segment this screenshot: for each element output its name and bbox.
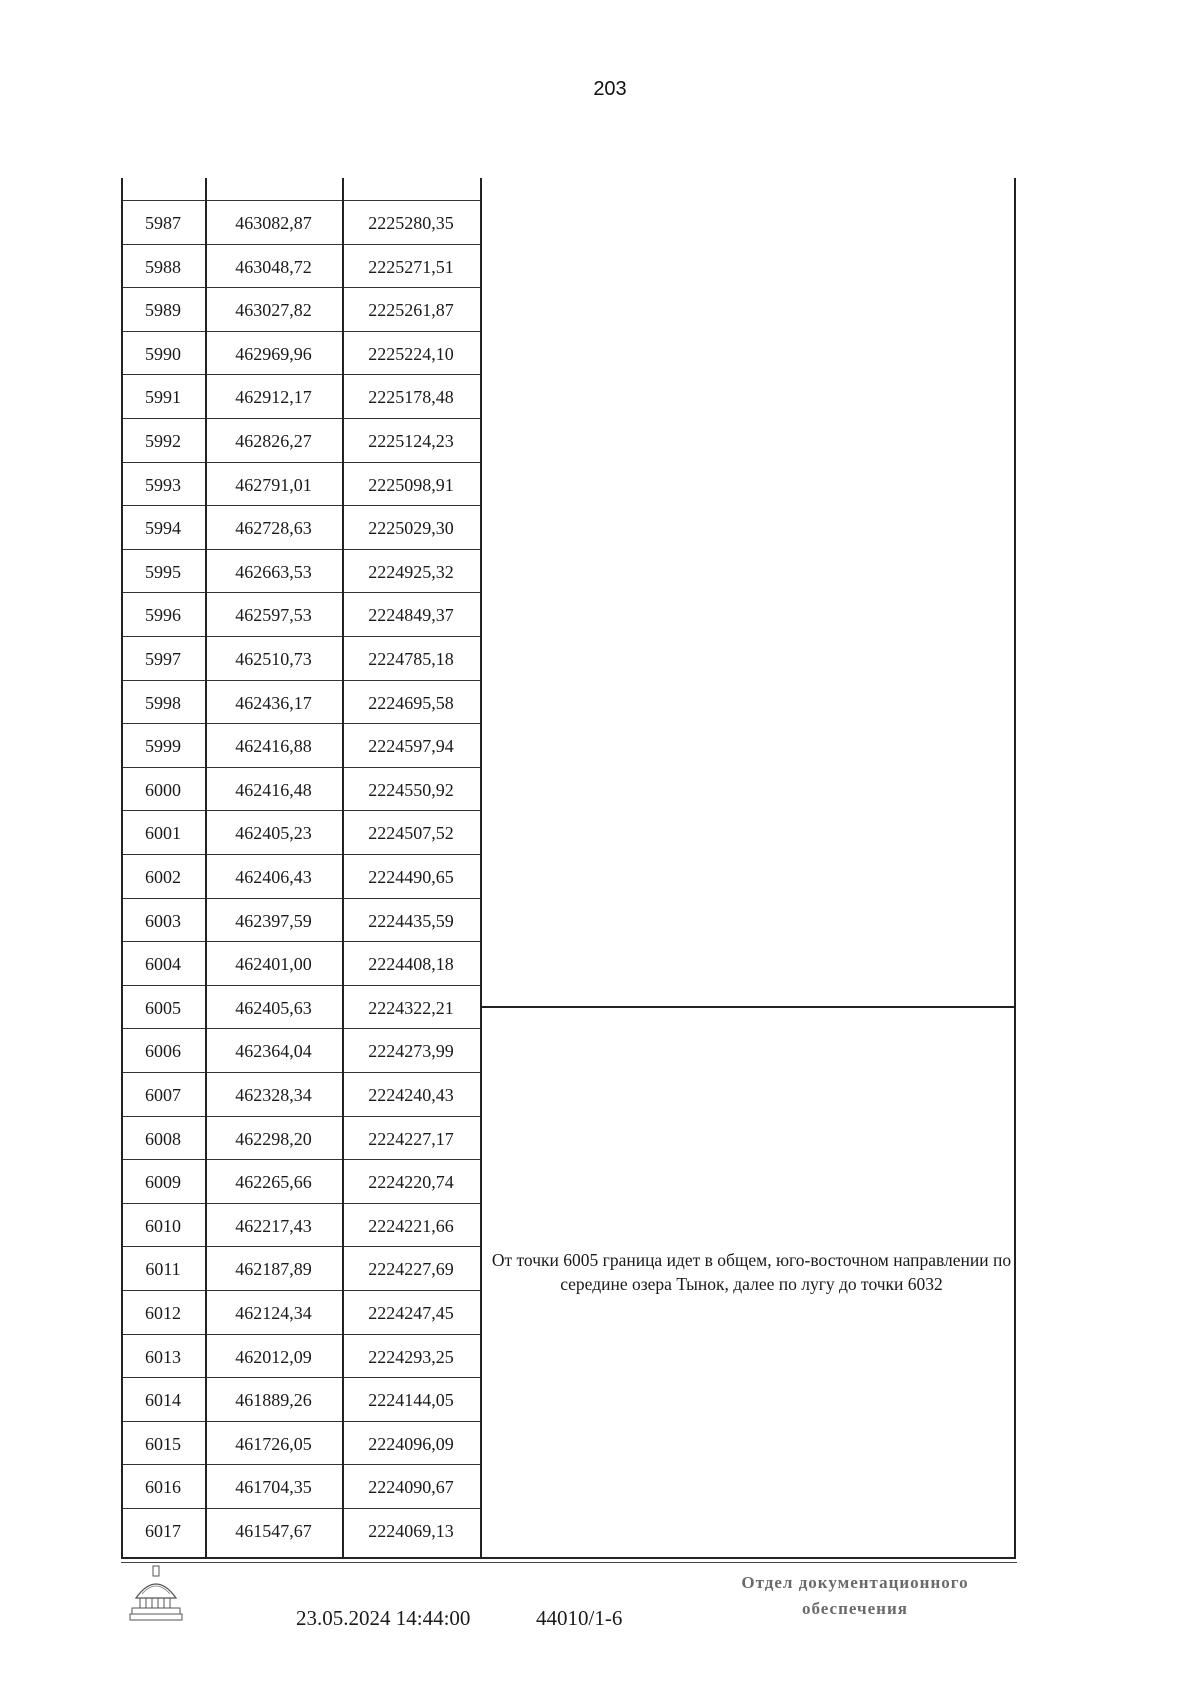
x-coordinate-cell: 462436,17 (235, 692, 312, 713)
table-row (121, 418, 482, 462)
x-coordinate-cell: 462405,63 (235, 997, 312, 1018)
y-coordinate-cell: 2225261,87 (368, 300, 454, 321)
y-coordinate-cell: 2224247,45 (368, 1303, 454, 1323)
y-coordinate-cell: 2224293,25 (368, 1346, 454, 1367)
table-row (121, 1508, 482, 1552)
x-coordinate-cell: 462912,17 (235, 387, 312, 408)
point-cell: 6004 (145, 954, 181, 975)
x-coordinate-cell: 463027,82 (235, 300, 312, 321)
y-coordinate-cell: 2224090,67 (368, 1477, 454, 1498)
table-row (121, 200, 482, 244)
table-row (121, 1159, 482, 1203)
y-coordinate-cell: 2224597,94 (368, 736, 454, 757)
table-row (121, 1072, 482, 1116)
y-coordinate-cell: 2224144,05 (368, 1390, 454, 1411)
y-coordinate-cell: 2224490,65 (368, 867, 454, 887)
table-row (121, 854, 482, 898)
stamp-date: 23.05.2024 14:44:00 (296, 1606, 471, 1630)
table-row (121, 505, 482, 549)
y-coordinate-cell: 2224785,18 (368, 649, 454, 669)
x-coordinate-cell: 462401,00 (235, 954, 312, 975)
table-row (121, 1464, 482, 1508)
y-coordinate-cell: 2224240,43 (368, 1085, 454, 1105)
table-border-right (1014, 178, 1016, 1558)
table-row (121, 985, 482, 1029)
duma-logo-icon (128, 1564, 184, 1624)
x-coordinate-cell: 462728,63 (235, 518, 312, 539)
x-coordinate-cell: 462187,89 (235, 1259, 312, 1280)
department-stamp (690, 1570, 1020, 1622)
table-row (121, 898, 482, 942)
x-coordinate-cell: 462217,43 (235, 1215, 312, 1236)
y-coordinate-cell: 2224550,92 (368, 779, 454, 800)
description-divider (480, 1006, 1016, 1008)
point-cell: 5990 (145, 343, 181, 364)
y-coordinate-cell: 2224322,21 (368, 997, 454, 1018)
table-row (121, 767, 482, 811)
y-coordinate-cell: 2224227,69 (368, 1259, 454, 1280)
y-coordinate-cell: 2225224,10 (368, 343, 454, 364)
x-coordinate-cell: 462405,23 (235, 823, 312, 844)
x-coordinate-cell: 462265,66 (235, 1172, 312, 1193)
table-border-bottom (121, 1557, 1016, 1559)
point-cell: 5989 (145, 300, 181, 321)
footer-divider (121, 1562, 1017, 1563)
y-coordinate-cell: 2224507,52 (368, 823, 454, 844)
y-coordinate-cell: 2224435,59 (368, 910, 454, 931)
x-coordinate-cell: 462124,34 (235, 1303, 312, 1323)
y-coordinate-cell: 2224221,66 (368, 1215, 454, 1236)
point-cell: 5994 (145, 518, 181, 539)
x-coordinate-cell: 462012,09 (235, 1346, 312, 1367)
table-row (121, 244, 482, 288)
point-cell: 6000 (145, 779, 181, 800)
y-coordinate-cell: 2225178,48 (368, 387, 454, 408)
x-coordinate-cell: 462416,48 (235, 779, 312, 800)
table-row (121, 810, 482, 854)
y-coordinate-cell: 2224273,99 (368, 1041, 454, 1062)
point-cell: 6008 (145, 1128, 181, 1149)
y-coordinate-cell: 2224069,13 (368, 1521, 454, 1541)
column-divider-1 (205, 178, 207, 1558)
x-coordinate-cell: 462416,88 (235, 736, 312, 757)
table-row (121, 1377, 482, 1421)
stamp-code: 44010/1-6 (536, 1606, 623, 1630)
point-cell: 5996 (145, 605, 181, 626)
point-cell: 6017 (145, 1521, 181, 1541)
x-coordinate-cell: 461547,67 (235, 1521, 312, 1541)
point-cell: 6002 (145, 867, 181, 887)
point-cell: 6011 (145, 1259, 181, 1280)
point-cell: 6010 (145, 1215, 181, 1236)
point-cell: 5993 (145, 474, 181, 495)
point-cell: 5992 (145, 431, 181, 451)
point-cell: 6003 (145, 910, 181, 931)
table-row (121, 462, 482, 506)
y-coordinate-cell: 2224408,18 (368, 954, 454, 975)
x-coordinate-cell: 462364,04 (235, 1041, 312, 1062)
point-cell: 5999 (145, 736, 181, 757)
y-coordinate-cell: 2225029,30 (368, 518, 454, 539)
y-coordinate-cell: 2225098,91 (368, 474, 454, 495)
y-coordinate-cell: 2224925,32 (368, 561, 454, 582)
point-cell: 6001 (145, 823, 181, 844)
point-cell: 5997 (145, 649, 181, 669)
table-row (121, 374, 482, 418)
table-row (121, 1290, 482, 1334)
y-coordinate-cell: 2224096,09 (368, 1433, 454, 1454)
table-row (121, 1116, 482, 1160)
table-row (121, 592, 482, 636)
table-row (121, 941, 482, 985)
table-row (121, 331, 482, 375)
table-row (121, 680, 482, 724)
table-row (121, 1028, 482, 1072)
point-cell: 5991 (145, 387, 181, 408)
x-coordinate-cell: 462969,96 (235, 343, 312, 364)
table-row (121, 1203, 482, 1247)
table-border-left (121, 178, 123, 1558)
department-line-2: обеспечения (802, 1599, 908, 1618)
x-coordinate-cell: 462791,01 (235, 474, 312, 495)
table-row (121, 287, 482, 331)
coordinates-table (121, 178, 1017, 1558)
boundary-description: От точки 6005 граница идет в общем, юго-восточном направлении по середине озера Тынок, далее по лугу до точки 6032 (491, 1250, 1012, 1294)
x-coordinate-cell: 461704,35 (235, 1477, 312, 1498)
y-coordinate-cell: 2224695,58 (368, 692, 454, 713)
column-divider-3 (480, 178, 482, 1558)
point-cell: 6006 (145, 1041, 181, 1062)
point-cell: 5988 (145, 256, 181, 277)
column-divider-2 (342, 178, 344, 1558)
y-coordinate-cell: 2225280,35 (368, 213, 454, 233)
table-row (121, 1334, 482, 1378)
x-coordinate-cell: 462298,20 (235, 1128, 312, 1149)
point-cell: 6007 (145, 1085, 181, 1105)
x-coordinate-cell: 462597,53 (235, 605, 312, 626)
point-cell: 6014 (145, 1390, 181, 1411)
point-cell: 6016 (145, 1477, 181, 1498)
y-coordinate-cell: 2225124,23 (368, 431, 454, 451)
table-row (121, 636, 482, 680)
y-coordinate-cell: 2224227,17 (368, 1128, 454, 1149)
x-coordinate-cell: 462510,73 (235, 649, 312, 669)
department-line-1: Отдел документационного (741, 1573, 969, 1592)
x-coordinate-cell: 462397,59 (235, 910, 312, 931)
point-cell: 5998 (145, 692, 181, 713)
point-cell: 6009 (145, 1172, 181, 1193)
x-coordinate-cell: 462328,34 (235, 1085, 312, 1105)
y-coordinate-cell: 2224849,37 (368, 605, 454, 626)
point-cell: 6013 (145, 1346, 181, 1367)
x-coordinate-cell: 461726,05 (235, 1433, 312, 1454)
page-number: 203 (593, 78, 627, 100)
point-cell: 6005 (145, 997, 181, 1018)
y-coordinate-cell: 2224220,74 (368, 1172, 454, 1193)
point-cell: 5987 (145, 213, 181, 233)
table-row (121, 1246, 482, 1290)
table-row (121, 1421, 482, 1465)
x-coordinate-cell: 461889,26 (235, 1390, 312, 1411)
x-coordinate-cell: 463048,72 (235, 256, 312, 277)
table-row (121, 549, 482, 593)
table-row (121, 723, 482, 767)
x-coordinate-cell: 462663,53 (235, 561, 312, 582)
x-coordinate-cell: 462826,27 (235, 431, 312, 451)
y-coordinate-cell: 2225271,51 (368, 256, 454, 277)
x-coordinate-cell: 462406,43 (235, 867, 312, 887)
x-coordinate-cell: 463082,87 (235, 213, 312, 233)
point-cell: 6012 (145, 1303, 181, 1323)
point-cell: 6015 (145, 1433, 181, 1454)
point-cell: 5995 (145, 561, 181, 582)
